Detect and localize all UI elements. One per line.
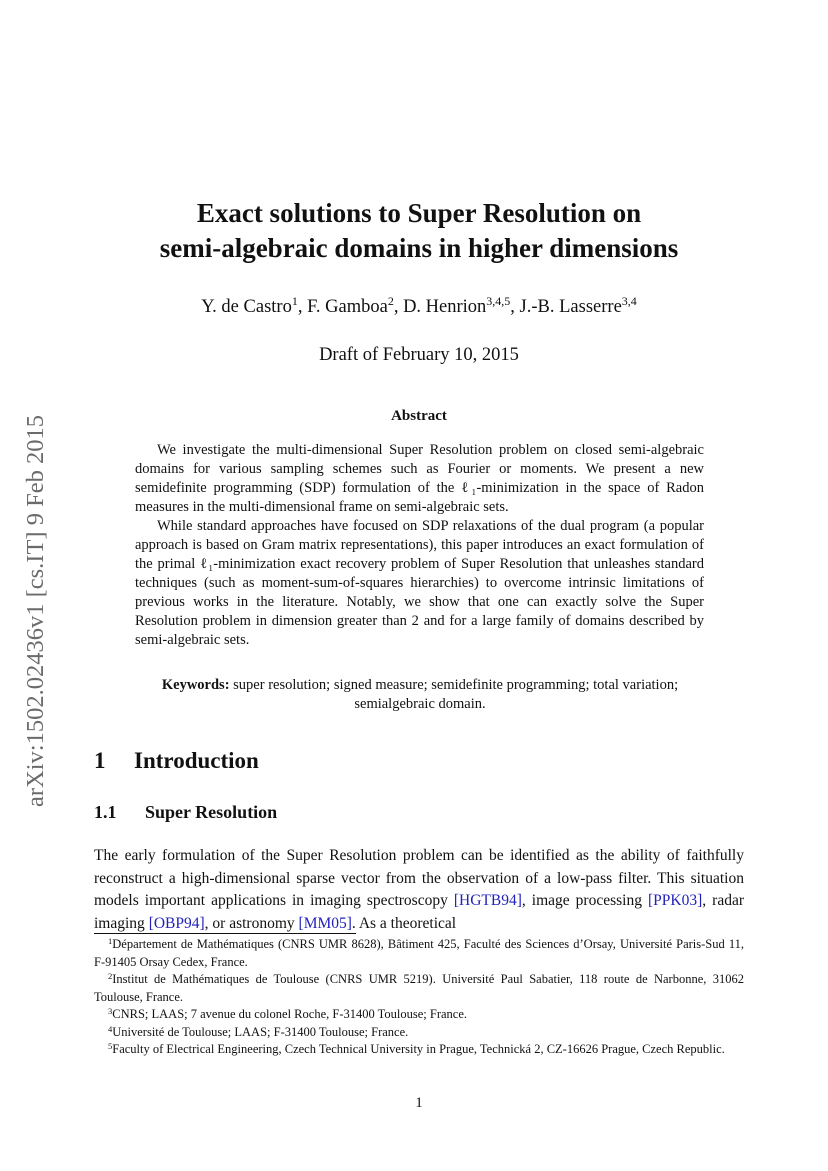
- author-affiliation: 2: [387, 294, 394, 308]
- keywords-text: super resolution; signed measure; semidefinite programming; total variation; semialgebraic domain.: [233, 677, 679, 712]
- footnote-mark: 2: [108, 971, 113, 981]
- footnote-mark: 1: [108, 936, 113, 946]
- arxiv-identifier: arXiv:1502.02436v1 [cs.IT] 9 Feb 2015: [22, 415, 50, 807]
- intro-text-3: , radar imaging: [94, 892, 744, 932]
- intro-text-2: , image processing: [521, 892, 648, 909]
- abstract: [135, 441, 704, 650]
- draft-date: Draft of February 10, 2015: [319, 345, 519, 365]
- author-name: D. Henrion: [403, 297, 487, 317]
- intro-text-1: The early formulation of the Super Resolution problem can be identified as the ability of faithfully reconstruct a high-dimensional sparse vector from the observation of a low-pass filter. This situation models important applications in imaging spectroscopy: [94, 847, 744, 909]
- subsection-title: Super Resolution: [145, 802, 278, 822]
- footnote-text: Faculty of Electrical Engineering, Czech Technical University in Prague, Technická 2, CZ-16626 Prague, Czech Republic.: [112, 1042, 725, 1056]
- author-name: J.-B. Lasserre: [519, 297, 622, 317]
- subsection-number: 1.1: [94, 802, 117, 822]
- author-name: F. Gamboa: [307, 297, 388, 317]
- footnote-rule: [94, 933, 356, 934]
- intro-text-5: . As a theoretical: [351, 914, 457, 932]
- keywords-label: Keywords:: [161, 677, 230, 693]
- title-line-1: Exact solutions to Super Resolution on: [196, 198, 642, 228]
- author-separator: ,: [510, 297, 520, 317]
- section-heading-introduction: [94, 748, 259, 774]
- keywords: [120, 676, 720, 714]
- page-number: 1: [415, 1095, 423, 1111]
- footnote-text: CNRS; LAAS; 7 avenue du colonel Roche, F-31400 Toulouse; France.: [112, 1007, 468, 1021]
- footnote: [94, 1041, 744, 1059]
- footnote-text: Institut de Mathématiques de Toulouse (CNRS UMR 5219). Université Paul Sabatier, 118 route de Narbonne, 31062 Toulouse, France.: [94, 972, 744, 1004]
- citation-link[interactable]: [OBP94]: [148, 914, 205, 932]
- arxiv-sidebar: [8, 380, 64, 842]
- author-affiliation: 3,4,5: [486, 294, 511, 308]
- footnote-text: Université de Toulouse; LAAS; F-31400 Toulouse; France.: [112, 1024, 409, 1039]
- footnote: [94, 936, 744, 971]
- citation-link[interactable]: [HGTB94]: [453, 892, 522, 909]
- intro-paragraph: [94, 845, 744, 935]
- section-number: 1: [94, 748, 106, 773]
- author-affiliation: 3,4: [621, 294, 637, 308]
- abstract-paragraph-1: We investigate the multi-dimensional Super Resolution problem on closed semi-algebraic domains for various sampling schemes such as Fourier or moments. We present a new semidefinite programming (SDP) formulation of the ℓ₁-minimization in the space of Radon measures in the multi-dimensional frame on semi-algebraic sets.: [135, 442, 704, 515]
- section-title: Introduction: [134, 748, 259, 773]
- subsection-heading-super-resolution: [94, 802, 277, 823]
- title-line-2: semi-algebraic domains in higher dimensions: [159, 233, 679, 263]
- footnote: [94, 971, 744, 1006]
- footnote: [94, 1006, 744, 1024]
- footnote-mark: 3: [108, 1006, 113, 1016]
- author-separator: ,: [297, 297, 308, 317]
- paper-title: [80, 196, 758, 266]
- footnote: [94, 1024, 744, 1042]
- author-affiliation: 1: [291, 294, 298, 308]
- citation-link[interactable]: [PPK03]: [648, 892, 703, 909]
- footnote-text: Département de Mathématiques (CNRS UMR 8628), Bâtiment 425, Faculté des Sciences d’Orsay, Université Paris-Sud 11, F-91405 Orsay Cedex, France.: [94, 937, 744, 969]
- author-list: [80, 294, 758, 318]
- footnote-mark: 5: [108, 1041, 113, 1051]
- footnote-mark: 4: [108, 1023, 113, 1034]
- intro-text-4: , or astronomy: [204, 914, 299, 932]
- footnotes: [94, 936, 744, 1059]
- author-name: Y. de Castro: [201, 297, 292, 317]
- author-separator: ,: [393, 297, 404, 317]
- citation-link[interactable]: [MM05]: [298, 914, 352, 932]
- abstract-paragraph-2: While standard approaches have focused on SDP relaxations of the dual program (a popular approach is based on Gram matrix representations), this paper introduces an exact formulation of the primal ℓ₁-minimization exact recovery problem of Super Resolution that unleashes standard techniques (such as moment-sum-of-squares hierarchies) to overcome intrinsic limitations of previous works in the literature. Notably, we show that one can exactly solve the Super Resolution problem in dimension greater than 2 and for a large family of domains described by semi-algebraic sets.: [135, 518, 704, 648]
- abstract-heading: Abstract: [391, 408, 447, 424]
